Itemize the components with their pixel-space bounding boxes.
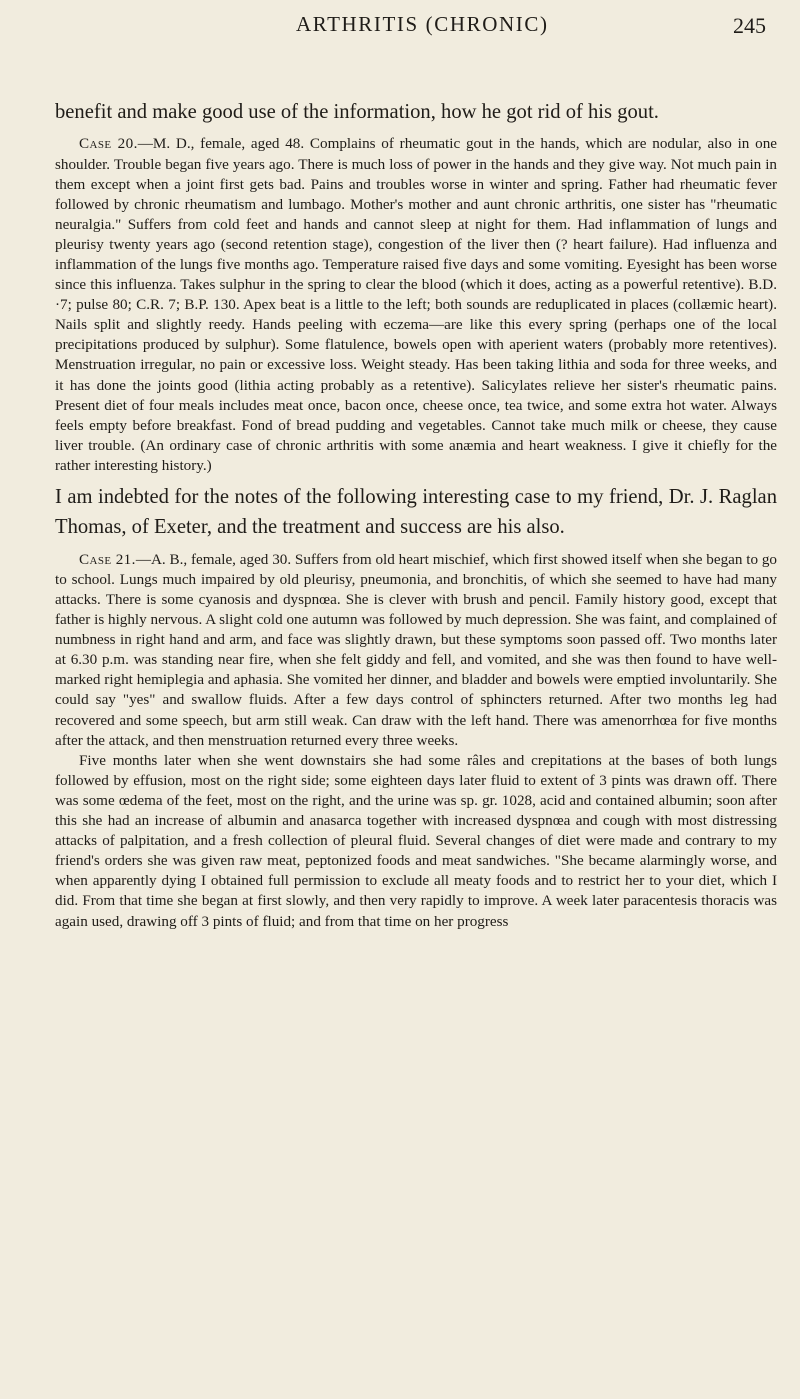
- running-title: ARTHRITIS (CHRONIC): [296, 12, 549, 36]
- case-20-text: —M. D., female, aged 48. Complains of rheumatic gout in the hands, which are nodular, also in one shoulder. Trouble began five years ago. There is much loss of power in the hands and they give way. Not much pain in them except when a joint first gets bad. Pains and troubles worse in winter and spring. Father had rheumatic fever followed by chronic rheumatism and lumbago. Mother's mother and aunt chronic arthritis, one sister has "rheumatic neuralgia." Suffers from cold feet and hands and cannot sleep at night for them. Had inflammation of lungs and pleurisy twenty years ago (second retention stage), congestion of the liver then (? heart failure). Had influenza and inflammation of the lungs five months ago. Temperature raised five days and some vomiting. Eyesight has been worse since this influenza. Takes sulphur in the spring to clear the blood (which it does, acting as a powerful retentive). B.D. ·7; pulse 80; C.R. 7; B.P. 130. Apex beat is a little to the left; both sounds are reduplicated in places (collæmic heart). Nails split and slightly reedy. Hands peeling with eczema—are like this every spring (perhaps one of the local precipitations produced by sulphur). Some flatulence, bowels open with aperient waters (probably more retentives). Menstruation irregular, no pain or excessive loss. Weight steady. Has been taking lithia and soda for three weeks, and it has done the joints good (lithia acting probably as a retentive). Salicylates relieve her sister's rheumatic pains. Present diet of four meals includes meat once, bacon once, cheese once, tea twice, and some extra hot water. Always feels empty before breakfast. Fond of bread pudding and vegetables. Cannot take much milk or cheese, they cause liver trouble. (An ordinary case of chronic arthritis with some anæmia and heart weakness. I give it chiefly for the rather interesting history.): [55, 135, 777, 474]
- body-text: [55, 97, 777, 932]
- running-head: [0, 6, 800, 46]
- case-20-paragraph: [55, 134, 777, 476]
- case-20-heading: Case 20.: [79, 135, 138, 153]
- page-number: 245: [733, 13, 766, 38]
- case-21-heading: Case 21.: [79, 550, 136, 568]
- paragraph-gout-conclusion: benefit and make good use of the information, how he got rid of his gout.: [55, 101, 659, 123]
- paragraph-acknowledgement: I am indebted for the notes of the following interesting case to my friend, Dr. J. Raglan Thomas, of Exeter, and the treatment and success are his also.: [55, 486, 777, 539]
- case-21-text: —A. B., female, aged 30. Suffers from old heart mischief, which first showed itself when she began to go to school. Lungs much impaired by old pleurisy, pneumonia, and bronchitis, of which she seemed to have had many attacks. There is some cyanosis and dyspnœa. She is clever with brush and pencil. Family history good, except that father is highly nervous. A slight cold one autumn was followed by much depression. She was faint, and complained of numbness in right hand and arm, and face was slightly drawn, but these symptoms soon passed off. Two months later at 6.30 p.m. was standing near fire, when she felt giddy and fell, and vomited, and she was then found to have well-marked right hemiplegia and aphasia. She vomited her dinner, and bladder and bowels were emptied involuntarily. She could say "yes" and swallow fluids. After a few days control of sphincters returned. After two months leg had recovered and some speech, but arm still weak. Can draw with the left hand. There was amenorrhœa for five months after the attack, and then menstruation returned every three weeks.: [55, 550, 777, 749]
- case-21-paragraph: [55, 550, 777, 751]
- case-21-continuation: Five months later when she went downstairs she had some râles and crepitations at the bases of both lungs followed by effusion, most on the right side; some eighteen days later fluid to extent of 3 pints was drawn off. There was some œdema of the feet, most on the right, and the urine was sp. gr. 1028, acid and contained albumin; soon after this she had an increase of albumin and anasarca together with increased dyspnœa and cough with most distressing attacks of palpitation, and a fresh collection of pleural fluid. Several changes of diet were made and contrary to my friend's orders she was given raw meat, peptonized foods and meat sandwiches. "She became alarmingly worse, and when apparently dying I obtained full permission to exclude all meaty foods and to restrict her to your diet, which I did. From that time she began at first slowly, and then very rapidly to improve. A week later paracentesis thoracis was again used, drawing off 3 pints of fluid; and from that time on her progress: [55, 751, 777, 930]
